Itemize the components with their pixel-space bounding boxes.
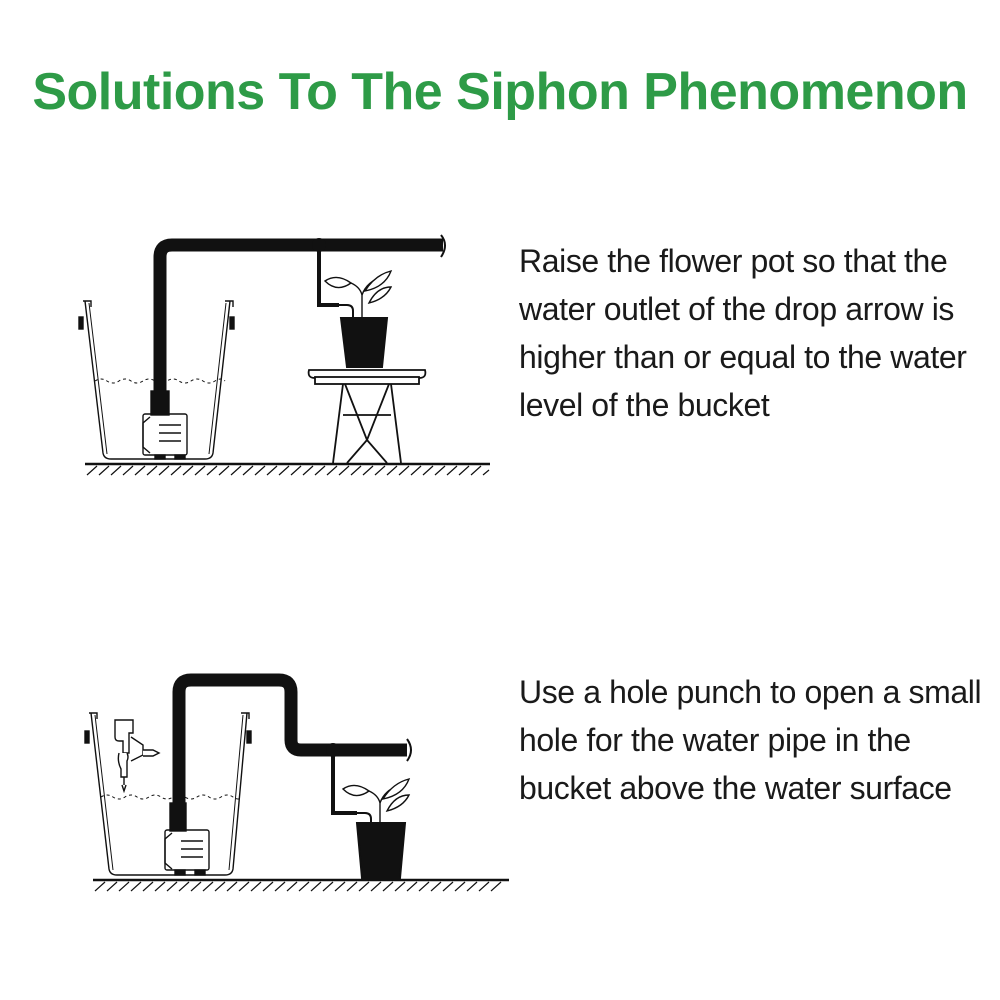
stool-icon	[309, 370, 426, 463]
plant-icon	[343, 779, 409, 823]
pump-icon	[143, 391, 187, 459]
solution-1-text: Raise the flower pot so that the water outlet of the drop arrow is higher than or equal to the water level of the bucket	[519, 243, 967, 423]
flower-pot-icon	[341, 318, 387, 367]
solution-2-text: Use a hole punch to open a small hole for the water pipe in the bucket above the water surface	[519, 674, 982, 806]
drip-line	[333, 752, 357, 813]
pipe-end-icon	[407, 739, 411, 761]
ground-hatch	[87, 466, 489, 475]
drip-line	[319, 247, 339, 305]
water-surface	[101, 795, 241, 799]
water-pipe	[179, 680, 407, 810]
hole-punch-illustration	[75, 665, 515, 905]
page-title: Solutions To The Siphon Phenomenon	[32, 63, 968, 121]
plant-icon	[325, 271, 391, 318]
raised-pot-illustration	[75, 225, 495, 485]
ground-hatch	[95, 882, 501, 891]
hole-punch-icon	[115, 720, 159, 791]
flower-pot-icon	[357, 823, 405, 878]
pump-icon	[165, 803, 209, 875]
